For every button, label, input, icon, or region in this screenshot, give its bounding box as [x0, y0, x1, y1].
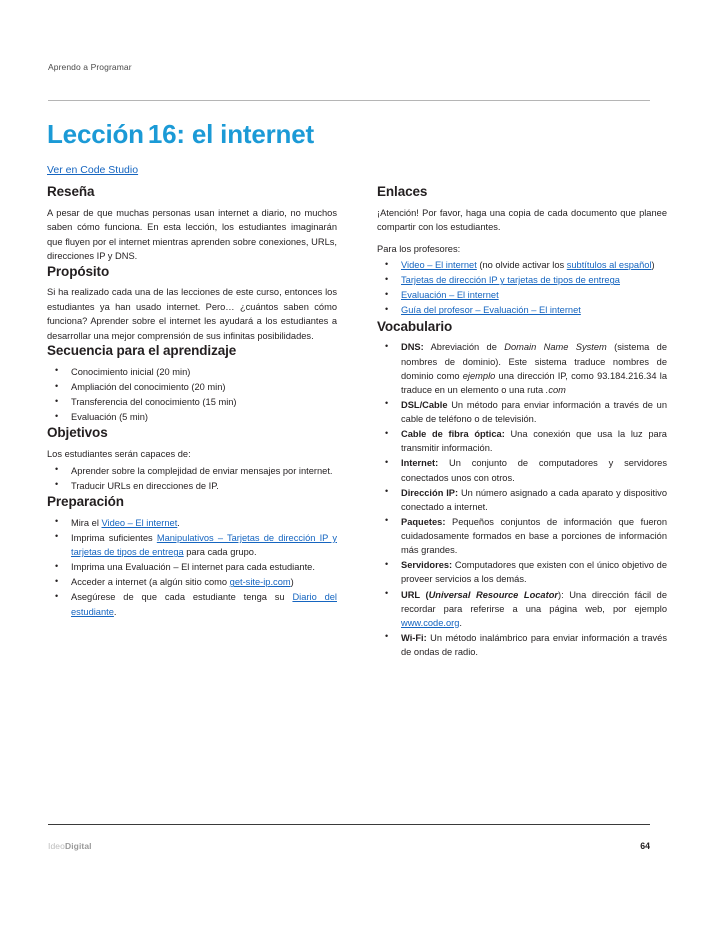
vocab-term: Paquetes:	[401, 516, 446, 527]
vocab-text: Un método para enviar información a través de un cable de teléfono o de televisión.	[401, 399, 667, 425]
vocab-text: Pequeños conjuntos de información que fueron cuidadosamente formados en base a porciones de información más grandes.	[401, 516, 667, 556]
list-item: • Evaluación (5 min)	[47, 410, 337, 424]
diario-del-estudiante-link[interactable]: Diario del estudiante	[71, 592, 337, 617]
item-prefix: Acceder a internet (a algún sitio como	[71, 577, 230, 588]
vocab-text: ): Una dirección fácil de recordar para referirse a una página web, por ejemplo	[401, 589, 667, 614]
list-item	[47, 575, 337, 589]
vocab-item-dsl-cable	[377, 398, 667, 426]
item-prefix: Mira el	[71, 517, 102, 528]
footer-logo	[48, 841, 92, 851]
vocab-term: Wi-Fi:	[401, 632, 427, 643]
vocab-italic: ejemplo	[462, 370, 496, 381]
page-title-lesson-rest: 16: el internet	[147, 119, 314, 149]
vocab-item-servidores	[377, 558, 667, 586]
objetivos-list	[47, 464, 337, 493]
item-suffix: .	[113, 606, 117, 617]
vocab-text: Abreviación de	[423, 342, 505, 353]
vocab-item-fibra-optica	[377, 427, 667, 455]
view-in-code-studio-link[interactable]: Ver en Code Studio	[47, 164, 139, 176]
guia-del-profesor-link[interactable]: Guía del profesor – Evaluación – El internet	[401, 305, 581, 316]
item-prefix: Asegúrese de que cada estudiante tenga su	[71, 592, 293, 603]
list-item	[377, 303, 667, 317]
page-header	[48, 62, 672, 72]
page-title-lesson-word: Lección	[47, 119, 144, 149]
subtitulos-al-espanol-link[interactable]: subtítulos al español	[566, 260, 652, 271]
item-suffix: para cada grupo.	[183, 547, 257, 558]
vocab-item-direccion-ip	[377, 486, 667, 514]
vocab-item-url	[377, 588, 667, 630]
preparacion-list	[47, 516, 337, 619]
list-item: • Conocimiento inicial (20 min)	[47, 365, 337, 379]
vocab-item-internet	[377, 456, 667, 484]
item-prefix: Imprima una Evaluación – El internet para cada estudiante.	[71, 562, 315, 573]
enlaces-list	[377, 258, 667, 318]
vocab-italic: Domain Name System	[504, 342, 607, 353]
enlaces-notice: ¡Atención! Por favor, haga una copia de cada documento que planee compartir con los estudiantes.	[377, 207, 667, 233]
section-heading-preparacion: Preparación	[47, 493, 124, 509]
vocab-term: Cable de fibra óptica:	[401, 429, 505, 440]
section-heading-secuencia: Secuencia para el aprendizaje	[47, 343, 237, 358]
vocab-item-wifi	[377, 631, 667, 659]
secuencia-list	[47, 365, 337, 425]
running-head: Aprendo a Programar	[48, 62, 132, 72]
footer-logo-part2: Digital	[64, 841, 92, 851]
vocab-term: Internet:	[401, 458, 439, 469]
section-heading-enlaces: Enlaces	[377, 184, 428, 199]
footer-divider	[48, 824, 650, 825]
enlaces-lead: Para los profesores:	[377, 243, 461, 254]
vocab-term: Servidores:	[401, 560, 453, 571]
list-item	[377, 288, 667, 302]
vocab-text: Computadores que existen con el único objetivo de proveer servicios a los demás.	[401, 560, 667, 585]
vocab-italic: .com	[545, 384, 566, 395]
vocab-term: DNS:	[401, 342, 424, 353]
evaluacion-el-internet-link[interactable]: Evaluación – El internet	[401, 290, 499, 301]
list-item	[377, 258, 667, 272]
item-suffix: )	[290, 577, 294, 588]
section-heading-vocabulario: Vocabulario	[377, 318, 453, 334]
get-site-ip-link[interactable]: get-site-ip.com	[229, 577, 291, 588]
list-item: • Ampliación del conocimiento (20 min)	[47, 380, 337, 394]
list-item: • Transferencia del conocimiento (15 min)	[47, 395, 337, 409]
tarjetas-direccion-ip-link[interactable]: Tarjetas de dirección IP y tarjetas de tipos de entrega	[401, 275, 620, 286]
header-divider	[48, 100, 650, 101]
vocab-item-dns	[377, 340, 667, 397]
objetivos-lead: Los estudiantes serán capaces de:	[47, 449, 191, 460]
vocab-item-paquetes	[377, 515, 667, 557]
list-item: • Traducir URLs en direcciones de IP.	[47, 479, 337, 493]
list-item	[377, 273, 667, 287]
list-item: • Aprender sobre la complejidad de enviar mensajes por internet.	[47, 464, 337, 478]
vocab-text: Una conexión que usa la luz para transmitir información.	[401, 429, 667, 454]
resena-paragraph: A pesar de que muchas personas usan internet a diario, no muchos saben cómo funciona. En esta lección, los estudiantes imaginarán que fluyen por el internet mientras aprenden sobre conexiones, URLs, direcciones IP y DNS.	[47, 207, 337, 262]
section-heading-resena: Reseña	[47, 184, 95, 199]
vocab-text: Un conjunto de computadores y servidores conectados unos con otros.	[401, 458, 667, 483]
vocabulario-list	[377, 340, 667, 659]
proposito-paragraph: Si ha realizado cada una de las lecciones de este curso, entonces los estudiantes ya han usado internet. Pero… ¿cuántos saben cómo funciona? Aprender sobre el internet les ayudará a los estudiantes a desarrollar una mejor comprensión de sus infinitas posibilidades.	[47, 287, 337, 341]
footer-logo-part1: Ideo	[48, 841, 65, 851]
page-number: 64	[640, 841, 650, 851]
www-code-org-link[interactable]: www.code.org	[401, 617, 460, 628]
item-suffix: .	[177, 517, 180, 528]
vocab-text: (sistema de nombres de dominio). Este sistema traduce nombres de dominio como	[401, 342, 667, 381]
item-prefix: Imprima suficientes	[71, 532, 157, 543]
page-title	[47, 120, 314, 149]
section-heading-proposito: Propósito	[47, 263, 110, 279]
vocab-italic: Universal Resource Locator	[428, 589, 558, 600]
vocab-text: una dirección IP, como 93.184.216.34 la traduce en un elemento o una ruta	[401, 370, 667, 395]
vocab-text: Un número asignado a cada aparato y dispositivo conectado a internet.	[401, 487, 667, 512]
video-el-internet-link[interactable]: Video – El internet	[401, 260, 477, 271]
left-column	[47, 184, 337, 620]
list-item	[47, 531, 337, 559]
list-item	[47, 560, 337, 574]
vocab-term: Dirección IP:	[401, 487, 459, 498]
vocab-text: .	[459, 617, 462, 628]
section-heading-objetivos: Objetivos	[47, 425, 108, 441]
video-el-internet-link[interactable]: Video – El internet	[101, 517, 178, 528]
manipulativos-tarjetas-link[interactable]: Manipulativos – Tarjetas de dirección IP y tarjetas de tipos de entrega	[71, 532, 337, 558]
vocab-term: DSL/Cable	[401, 399, 448, 410]
right-column	[377, 184, 667, 660]
list-item	[47, 590, 337, 618]
item-suffix: )	[651, 260, 655, 271]
vocab-term: URL (	[401, 589, 429, 600]
vocab-text: Un método inalámbrico para enviar información a través de ondas de radio.	[401, 632, 667, 658]
list-item	[47, 516, 337, 530]
item-mid: (no olvide activar los	[476, 260, 567, 271]
